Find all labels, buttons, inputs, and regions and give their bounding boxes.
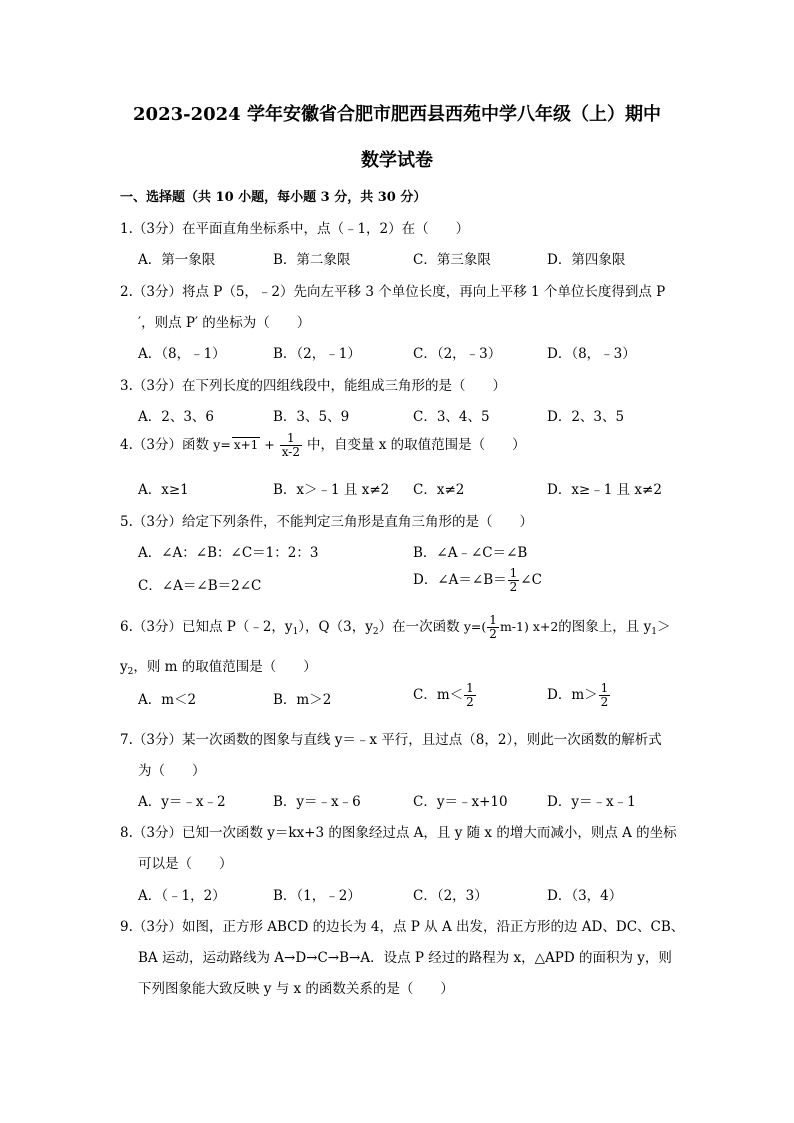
q6-func-num: 1 [489, 613, 497, 627]
q6-option-d [547, 682, 611, 709]
q6-func-b: m-1) x+2 [499, 619, 559, 634]
q5-optd-num: 1 [509, 566, 518, 580]
q5-optd-suffix: ∠C [520, 572, 542, 588]
q6-sub3: 1 [651, 627, 657, 637]
q5-optd-fraction [508, 567, 520, 594]
q6-optd-prefix: D．m＞ [547, 687, 598, 703]
q6-optc-prefix: C．m＜ [413, 687, 464, 703]
q8-option-a: A．（﹣1，2） [138, 888, 226, 904]
q6-mid2: ）在一次函数 [378, 619, 460, 635]
q5-option-b: B．∠A﹣∠C＝∠B [413, 545, 528, 561]
q3-option-a: A．2、3、6 [138, 409, 215, 425]
q3-option-d: D．2、3、5 [547, 409, 625, 425]
q4-sqrt: x+1 [233, 438, 259, 452]
q6-prefix: 6.（3分）已知点 P（﹣2，y [120, 619, 293, 635]
q6-optc-num: 1 [466, 681, 474, 695]
q6-option-a: A．m＜2 [138, 692, 197, 708]
q4-frac-den: x-2 [281, 445, 300, 459]
q6-optd-num: 1 [600, 681, 609, 695]
q6-option-c [413, 682, 477, 709]
q4-option-d: D．x≥﹣1 且 x≠2 [547, 482, 662, 498]
q6-func-fraction [487, 614, 499, 641]
question-7-line1: 7.（3分）某一次函数的图象与直线 y＝﹣x 平行，且过点（8，2），则此一次函数的解析式 [120, 732, 662, 748]
question-6-line2 [120, 655, 317, 677]
q4-option-c: C．x≠2 [413, 482, 465, 498]
q6-sub2: 2 [372, 627, 379, 637]
q6-sub1: 1 [292, 627, 299, 637]
q7-option-d: D．y＝﹣x﹣1 [547, 794, 636, 810]
q4-prefix: 4.（3分）函数 [120, 437, 209, 453]
q6-func-den: 2 [489, 627, 497, 641]
q2-option-a: A．（8，﹣1） [138, 346, 226, 362]
q6-suffix: 的图象上，且 y [558, 619, 652, 635]
q4-option-b: B．x＞﹣1 且 x≠2 [273, 482, 390, 498]
q8-option-d: D．（3，4） [547, 888, 623, 904]
q6-optc-fraction [464, 682, 476, 709]
q6-option-b: B．m＞2 [273, 692, 332, 708]
q1-option-a: A．第一象限 [138, 252, 216, 268]
q4-func-plus: + [264, 437, 275, 452]
q4-option-a: A．x≥1 [138, 482, 189, 498]
question-9-line2: BA 运动，运动路线为 A→D→C→B→A．设点 P 经过的路程为 x，△APD 的面积为 y，则 [138, 950, 672, 966]
q5-optd-den: 2 [509, 580, 518, 594]
question-1: 1.（3分）在平面直角坐标系中，点（﹣1，2）在（ ） [120, 221, 470, 237]
question-5: 5.（3分）给定下列条件，不能判定三角形是直角三角形的是（ ） [120, 514, 533, 530]
q6-sub4: 2 [127, 667, 134, 677]
q4-fraction [280, 432, 302, 459]
q7-option-a: A．y＝﹣x﹣2 [138, 794, 226, 810]
q4-func-y: y= [213, 437, 231, 452]
q1-option-d: D．第四象限 [547, 252, 626, 268]
q1-option-b: B．第二象限 [273, 252, 351, 268]
q6-line2-b: ，则 m 的取值范围是（ ） [133, 659, 317, 675]
question-2-line2: ′，则点 P′ 的坐标为（ ） [138, 315, 311, 331]
question-6-line1 [120, 614, 670, 641]
question-8-line2: 可以是（ ） [138, 856, 233, 872]
q2-option-b: B．（2，﹣1） [273, 346, 361, 362]
q8-option-b: B．（1，﹣2） [273, 888, 361, 904]
question-3: 3.（3分）在下列长度的四组线段中，能组成三角形的是（ ） [120, 378, 506, 394]
q6-optd-den: 2 [600, 695, 609, 709]
q7-option-b: B．y＝﹣x﹣6 [273, 794, 361, 810]
q8-option-c: C．（2，3） [413, 888, 488, 904]
exam-title-line1: 2023-2024 学年安徽省合肥市肥西县西苑中学八年级（上）期中 [133, 104, 661, 125]
exam-title-line2: 数学试卷 [361, 150, 433, 171]
q6-optc-den: 2 [466, 695, 474, 709]
q2-option-d: D．（8，﹣3） [547, 346, 636, 362]
q6-function [463, 613, 559, 641]
question-9-line3: 下列图象能大致反映 y 与 x 的函数关系的是（ ） [138, 981, 454, 997]
q3-option-c: C．3、4、5 [413, 409, 490, 425]
q5-option-a: A．∠A：∠B：∠C＝1：2：3 [138, 545, 319, 561]
q5-option-c: C．∠A＝∠B＝2∠C [138, 578, 262, 594]
q4-function [213, 431, 307, 459]
q6-gt: ＞ [656, 619, 671, 635]
question-9-line1: 9.（3分）如图，正方形 ABCD 的边长为 4，点 P 从 A 出发，沿正方形的边 AD、DC、CB、 [120, 919, 685, 935]
question-7-line2: 为（ ） [138, 763, 206, 779]
q6-line2-a: y [120, 659, 128, 675]
q6-mid1: ），Q（3，y [298, 619, 373, 635]
question-4 [120, 432, 526, 459]
question-2-line1: 2.（3分）将点 P（5，﹣2）先向左平移 3 个单位长度，再向上平移 1 个单位长度得到点 P [120, 284, 666, 300]
section-heading: 一、选择题（共 10 小题，每小题 3 分，共 30 分） [120, 190, 427, 205]
q1-option-c: C．第三象限 [413, 252, 491, 268]
q5-optd-prefix: D．∠A＝∠B＝ [413, 572, 507, 588]
q5-option-d [413, 567, 542, 594]
q2-option-c: C．（2，﹣3） [413, 346, 502, 362]
q4-suffix: 中，自变量 x 的取值范围是（ ） [306, 437, 526, 453]
q4-frac-num: 1 [280, 432, 302, 446]
q3-option-b: B．3、5、9 [273, 409, 350, 425]
q6-func-a: y=( [463, 619, 487, 634]
q6-optd-fraction [599, 682, 611, 709]
question-8-line1: 8.（3分）已知一次函数 y＝kx+3 的图象经过点 A，且 y 随 x 的增大而减小，则点 A 的坐标 [120, 825, 677, 841]
q7-option-c: C．y＝﹣x+10 [413, 794, 508, 810]
